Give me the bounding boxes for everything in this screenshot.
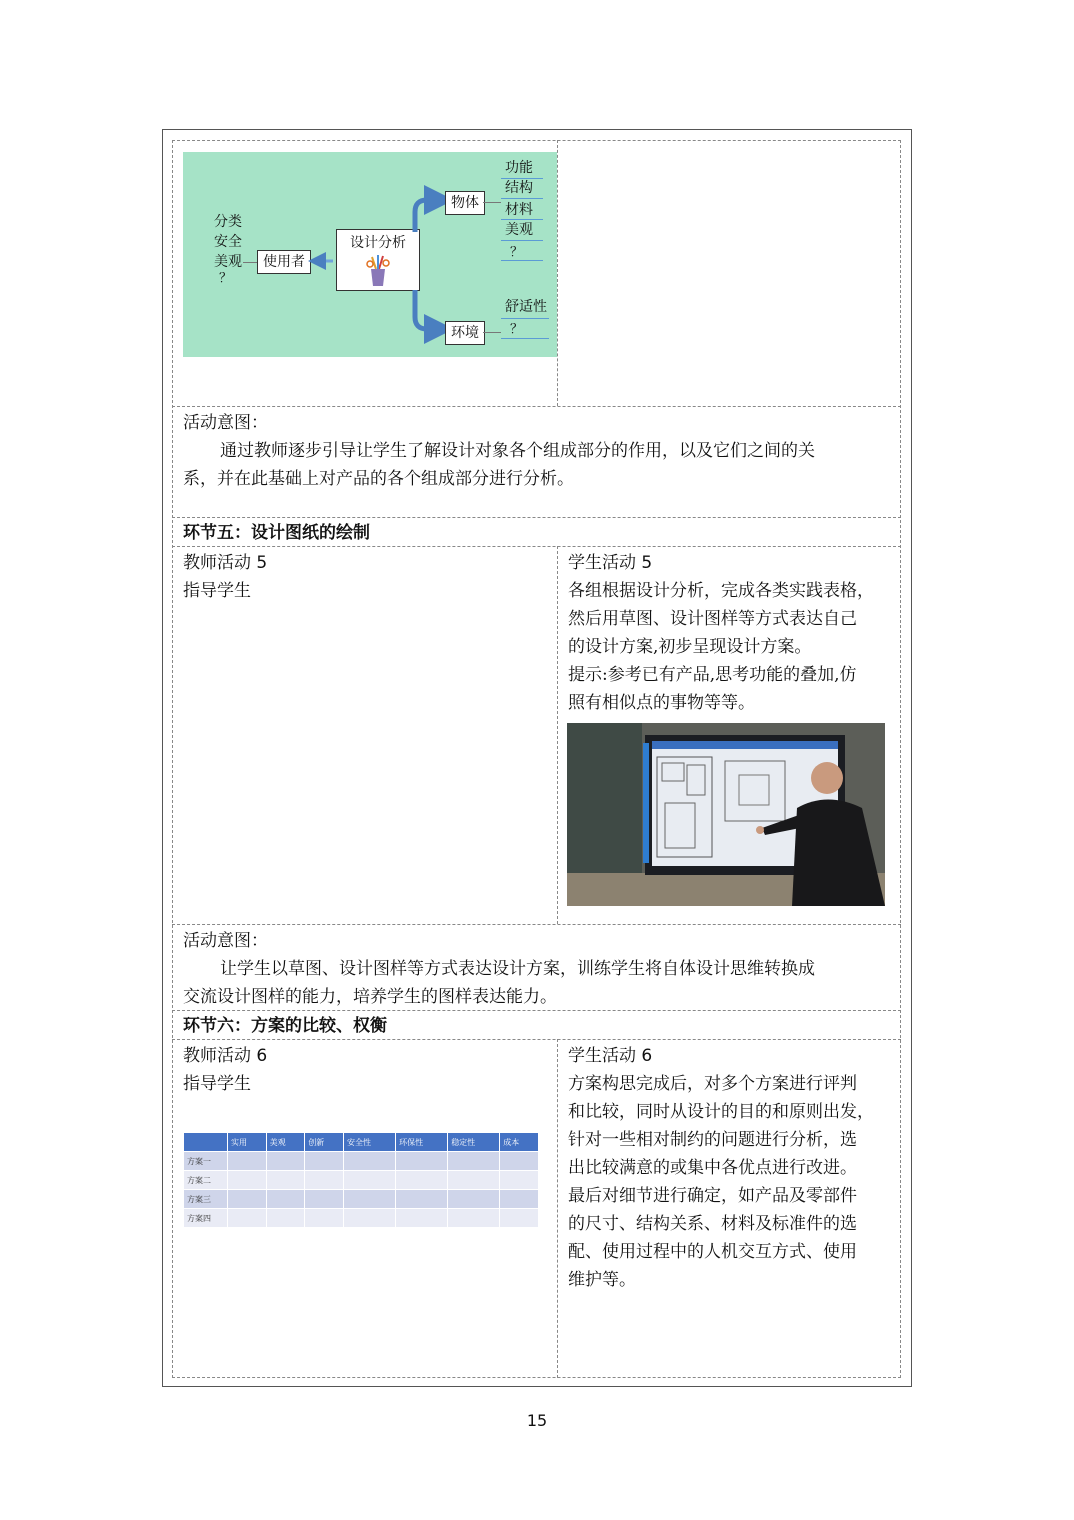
mindmap-left-item: ？ [219, 271, 233, 286]
mindmap-center-label: 设计分析 [350, 235, 406, 251]
table-header-cell: 美观 [266, 1133, 305, 1152]
table-row-label: 方案三 [184, 1190, 228, 1209]
mindmap-left-item: 安全 [214, 234, 242, 250]
activity-intent-label: 活动意图： [183, 413, 268, 433]
mindmap-object-item: ？ [510, 245, 524, 260]
mindmap-object-item: 结构 [505, 180, 533, 196]
row-divider [172, 406, 901, 407]
mindmap-environment-node: 环境 [445, 321, 485, 345]
scheme-comparison-table [183, 1132, 539, 1228]
table-row [184, 1190, 539, 1209]
student-activity-6-line: 和比较，同时从设计的目的和原则出发， [568, 1102, 874, 1122]
activity-intent-text: 让学生以草图、设计图样等方式表达设计方案，训练学生将自体设计思维转换成 [220, 959, 815, 979]
student-activity-6-line: 配、使用过程中的人机交互方式、使用 [568, 1242, 857, 1262]
mindmap-object-item: 美观 [505, 222, 533, 238]
table-header-cell: 成本 [500, 1133, 539, 1152]
mindmap-object-item: 材料 [505, 202, 533, 218]
teacher-activity-6-title: 教师活动 6 [183, 1046, 268, 1066]
student-activity-5-line: 然后用草图、设计图样等方式表达自己 [568, 609, 857, 629]
student-activity-6-line: 的尺寸、结构关系、材料及标准件的选 [568, 1214, 857, 1234]
table-header-cell: 安全性 [343, 1133, 395, 1152]
column-divider [557, 140, 558, 406]
student-activity-6-line: 方案构思完成后，对多个方案进行评判 [568, 1074, 857, 1094]
column-divider [557, 546, 558, 924]
student-activity-6-line: 针对一些相对制约的问题进行分析，选 [568, 1130, 857, 1150]
activity-intent-text: 交流设计图样的能力，培养学生的图样表达能力。 [183, 987, 557, 1007]
table-header-cell: 环保性 [396, 1133, 448, 1152]
student-activity-5-line: 的设计方案,初步呈现设计方案。 [568, 637, 812, 657]
row-divider [172, 924, 901, 925]
design-analysis-mindmap [183, 152, 557, 357]
teacher-activity-6-text: 指导学生 [183, 1074, 251, 1094]
table-row [184, 1209, 539, 1228]
teacher-activity-5-text: 指导学生 [183, 581, 251, 601]
student-activity-6-line: 维护等。 [568, 1270, 636, 1290]
table-header-cell: 创新 [305, 1133, 344, 1152]
column-divider [557, 1039, 558, 1378]
teacher-activity-5-title: 教师活动 5 [183, 553, 268, 573]
student-activity-5-line: 各组根据设计分析，完成各类实践表格， [568, 581, 874, 601]
mindmap-environment-item: ？ [510, 322, 524, 337]
mindmap-connectors [183, 152, 557, 357]
section-6-title: 环节六：方案的比较、权衡 [183, 1016, 387, 1036]
student-activity-5-line: 照有相似点的事物等等。 [568, 693, 755, 713]
table-row-label: 方案一 [184, 1152, 228, 1171]
student-activity-6-line: 最后对细节进行确定，如产品及零部件 [568, 1186, 857, 1206]
mindmap-user-node: 使用者 [257, 250, 311, 274]
table-header-cell: 实用 [228, 1133, 267, 1152]
student-activity-5-line: 提示:参考已有产品,思考功能的叠加,仿 [568, 665, 857, 685]
section-5-title: 环节五：设计图纸的绘制 [183, 523, 370, 543]
mindmap-left-item: 分类 [214, 214, 242, 230]
mindmap-environment-item: 舒适性 [505, 299, 547, 315]
student-activity-6-line: 出比较满意的或集中各优点进行改进。 [568, 1158, 857, 1178]
table-row [184, 1171, 539, 1190]
page-number: 15 [526, 1411, 548, 1430]
activity-intent-label: 活动意图： [183, 931, 268, 951]
classroom-presentation-photo [567, 723, 885, 906]
activity-intent-text: 系，并在此基础上对产品的各个组成部分进行分析。 [183, 469, 574, 489]
student-activity-5-title: 学生活动 5 [568, 553, 653, 573]
mindmap-object-item: 功能 [505, 160, 533, 176]
table-header-cell: 稳定性 [448, 1133, 500, 1152]
mindmap-object-node: 物体 [445, 191, 485, 215]
table-header-cell [184, 1133, 228, 1152]
activity-intent-text: 通过教师逐步引导让学生了解设计对象各个组成部分的作用，以及它们之间的关 [220, 441, 815, 461]
row-divider [172, 517, 901, 518]
mindmap-left-item: 美观 [214, 254, 242, 270]
table-row-label: 方案二 [184, 1171, 228, 1190]
student-activity-6-title: 学生活动 6 [568, 1046, 653, 1066]
table-header-row [184, 1133, 539, 1152]
table-row [184, 1152, 539, 1171]
table-row-label: 方案四 [184, 1209, 228, 1228]
